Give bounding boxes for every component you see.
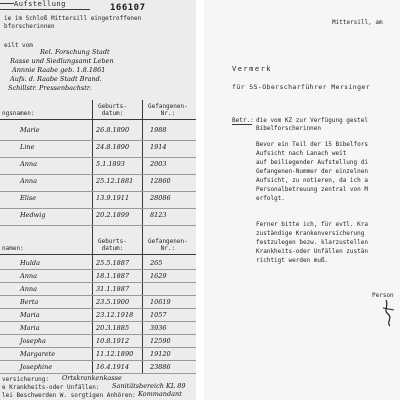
signature-scribble	[380, 298, 398, 328]
row-rule	[0, 282, 196, 283]
footer-illness-value: Sanitätsbereich KL 89	[112, 382, 186, 390]
row-rule	[0, 174, 196, 175]
subject-label: Betr.:	[232, 117, 254, 124]
row-birthdate: 10.8.1912	[96, 337, 130, 345]
row-birthdate: 20.2.1899	[96, 211, 130, 219]
body1-line-4: Gefangenen-Nummer der einzelnen	[256, 168, 368, 175]
row-prisoner-number: 12590	[150, 337, 171, 345]
row-name: Josephine	[20, 363, 53, 371]
body1-line-3: auf beiliegender Aufstellung di	[256, 159, 368, 166]
row-prisoner-number: 2003	[150, 160, 167, 168]
row-prisoner-number: 1914	[150, 143, 167, 151]
heading-rule	[0, 9, 90, 10]
table1-divider-1	[92, 100, 93, 236]
body2-line-1: Ferner bitte ich, für evtl. Kra	[256, 221, 368, 228]
row-birthdate: 11.12.1890	[96, 350, 134, 358]
row-rule	[0, 208, 196, 209]
row-rule	[0, 334, 196, 335]
body1-line-2: Aufsicht nach Lanach weit	[256, 150, 347, 157]
table1-col-name: ngsnamen:	[2, 110, 35, 117]
row-rule	[0, 225, 196, 226]
row-prisoner-number: 10619	[150, 298, 171, 306]
page-gutter	[196, 0, 204, 400]
body1-line-5: Aufsicht, zu notieren, da ich a	[256, 177, 368, 184]
row-rule	[0, 308, 196, 309]
handwritten-header-4: Aufs. d. Raabe Stadt Brand.	[10, 75, 102, 83]
table2-divider-2	[142, 236, 143, 374]
row-name: Anna	[20, 272, 37, 280]
signature-label: Person	[372, 292, 394, 299]
row-birthdate: 20.3.1885	[96, 324, 130, 332]
row-name: Maria	[20, 324, 40, 332]
row-prisoner-number: 19120	[150, 350, 171, 358]
sent-from-label: eilt vom	[4, 42, 33, 49]
table1-col-dob: Geburts- datum:	[98, 103, 127, 117]
row-rule	[0, 269, 196, 270]
signature-mark	[380, 298, 398, 332]
row-name: Marie	[20, 126, 40, 134]
footer-insurance-value: Ortskrankenkasse	[62, 374, 122, 382]
row-prisoner-number: 1629	[150, 272, 167, 280]
body1-line-1: Bevor ein Teil der 15 Bibelfors	[256, 141, 368, 148]
table2-divider-1	[92, 236, 93, 374]
row-prisoner-number: 8123	[150, 211, 167, 219]
body1-line-6: Personalbetreuung zentral von M	[256, 186, 368, 193]
place-date: Mittersill, am	[332, 19, 383, 26]
row-prisoner-number: 28086	[150, 194, 171, 202]
row-birthdate: 16.4.1914	[96, 363, 130, 371]
subject-line-2: Bibelforscherinnen	[256, 125, 322, 132]
page-heading: Aufstellung	[14, 0, 66, 8]
footer-illness-label: e Krankheits-oder Unfällen:	[2, 384, 100, 391]
body1-line-7: erfolgt.	[256, 195, 285, 202]
row-name: Hulda	[20, 259, 40, 267]
row-name: Elise	[20, 194, 37, 202]
row-name: Anna	[20, 177, 37, 185]
row-name: Anna	[20, 160, 37, 168]
memo-title: Vermerk	[232, 65, 273, 73]
body2-line-5: richtigt werden muß.	[256, 257, 329, 264]
row-birthdate: 18.1.1887	[96, 272, 130, 280]
subject-underline	[232, 124, 252, 125]
row-prisoner-number: 265	[150, 259, 163, 267]
row-birthdate: 24.8.1890	[96, 143, 130, 151]
subject-line-1: die vom KZ zur Verfügung gestel	[256, 117, 368, 124]
row-birthdate: 25.12.1881	[96, 177, 134, 185]
right-document-page	[204, 0, 400, 400]
table2-header-rule	[0, 254, 196, 255]
row-rule	[0, 191, 196, 192]
row-birthdate: 25.5.1887	[96, 259, 130, 267]
heading-underline	[0, 3, 14, 4]
row-name: Anna	[20, 285, 37, 293]
row-rule	[0, 347, 196, 348]
body2-line-2: zuständige Krankenversicherung	[256, 230, 365, 237]
row-birthdate: 26.8.1890	[96, 126, 130, 134]
table1-header-rule	[0, 119, 196, 120]
row-rule	[0, 140, 196, 141]
handwritten-header-1: Rel. Forschung Stadt	[40, 48, 110, 56]
row-birthdate: 5.1.1893	[96, 160, 125, 168]
row-name: Berta	[20, 298, 39, 306]
footer-complaint-value: Kommandant	[138, 390, 182, 398]
memo-recipient: für SS-Oberscharführer Mersinger	[232, 83, 371, 91]
row-rule	[0, 360, 196, 361]
row-prisoner-number: 23886	[150, 363, 171, 371]
table1-divider-2	[142, 100, 143, 236]
row-rule	[0, 295, 196, 296]
document-number: 166107	[110, 3, 146, 13]
table2-col-name: namen:	[2, 245, 24, 252]
row-name: Maria	[20, 311, 40, 319]
handwritten-header-5: Schillstr. Pressenbachstr.	[8, 84, 92, 92]
handwritten-header-3: Annnie Raabe geb. 1.8.1861	[12, 66, 106, 74]
row-rule	[0, 321, 196, 322]
handwritten-header-2: Rasse und Siedlungsamt Leben	[10, 57, 114, 65]
row-name: Line	[20, 143, 35, 151]
table2-col-dob: Geburts- datum:	[98, 238, 127, 252]
row-birthdate: 31.1.1887	[96, 285, 130, 293]
row-name: Margarete	[20, 350, 56, 358]
body2-line-3: festzulegen bezw. klarzustellen	[256, 239, 368, 246]
row-prisoner-number: 12860	[150, 177, 171, 185]
footer-complaint-label: lei Beschwerden W. sorgtigen Anhören:	[2, 392, 136, 399]
row-name: Josepha	[20, 337, 46, 345]
row-birthdate: 13.9.1911	[96, 194, 130, 202]
footer-insurance-label: versicherung:	[2, 376, 49, 383]
body2-line-4: Krankheits-oder Unfällen zustän	[256, 248, 368, 255]
row-name: Hedwig	[20, 211, 46, 219]
row-rule	[0, 157, 196, 158]
table1-col-prisoner: Gefangenen- Nr.:	[148, 103, 188, 117]
row-prisoner-number: 3936	[150, 324, 167, 332]
row-birthdate: 23.5.1900	[96, 298, 130, 306]
row-birthdate: 23.12.1918	[96, 311, 134, 319]
intro-line-1: ie im Schloß Mittersill eingetroffenen	[4, 15, 142, 22]
left-document-page	[0, 0, 196, 400]
intro-line-2: bforscherinnen	[4, 23, 55, 30]
row-prisoner-number: 1057	[150, 311, 167, 319]
table2-col-prisoner: Gefangenen- Nr.:	[148, 238, 188, 252]
row-prisoner-number: 1988	[150, 126, 167, 134]
